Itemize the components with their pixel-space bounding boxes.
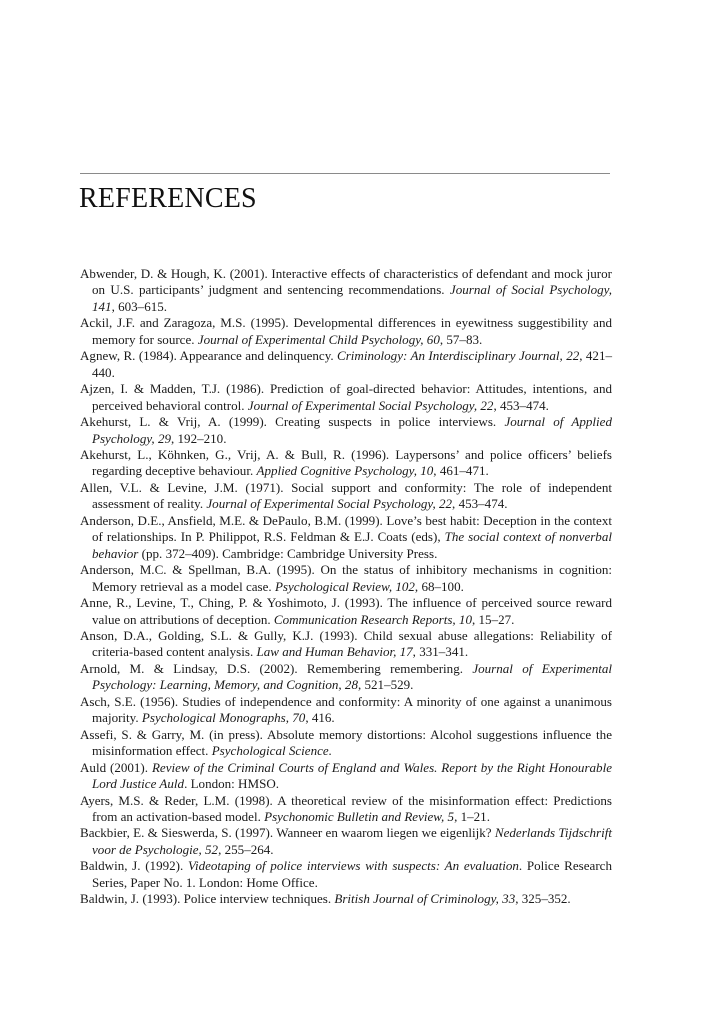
reference-italic-text: Journal of Social Psychology, 141 [92, 282, 612, 314]
reference-text: , 255–264. [218, 841, 274, 857]
reference-text: Akehurst, L. & Vrij, A. (1999). Creating suspects in police interviews. [80, 414, 505, 430]
reference-text: , 325–352. [515, 891, 571, 907]
reference-text: Ajzen, I. & Madden, T.J. (1986). Prediction of goal-directed behavior: Attitudes, intentions, and perceived behavioral control. [80, 381, 612, 413]
reference-text: , 421–440. [92, 348, 612, 380]
reference-text: Anderson, M.C. & Spellman, B.A. (1995). On the status of inhibitory mechanisms in cognition: Memory retrieval as a model case. [80, 562, 612, 594]
reference-text: Asch, S.E. (1956). Studies of independence and conformity: A minority of one against a unanimous majority. [80, 693, 612, 726]
reference-text: Baldwin, J. (1993). Police interview techniques. [80, 891, 335, 907]
reference-entry [80, 595, 612, 628]
reference-text: Anderson, D.E., Ansfield, M.E. & DePaulo, B.M. (1999). Love’s best habit: Deception in the context of relationships. In P. Philippot, R.S. Feldman & E.J. Coats (eds), [80, 512, 612, 545]
reference-entry [80, 414, 612, 447]
reference-italic-text: Videotaping of police interviews with suspects: An evaluation [187, 858, 519, 874]
reference-text: Assefi, S. & Garry, M. (in press). Absolute memory distortions: Alcohol suggestions influence the misinformation effect. [80, 726, 612, 759]
reference-entry [80, 513, 612, 562]
reference-text: , 15–27. [471, 611, 515, 627]
reference-entry [80, 447, 612, 480]
reference-italic-text: Journal of Applied Psychology, 29 [92, 414, 612, 446]
reference-text: , 1–21. [454, 808, 490, 824]
reference-list [80, 266, 612, 908]
reference-italic-text: The social context of nonverbal behavior [92, 529, 612, 561]
reference-italic-text: British Journal of Criminology, 33 [334, 891, 516, 907]
reference-entry [80, 661, 612, 694]
heading-rule [80, 173, 610, 174]
reference-italic-text: Psychological Review, 102 [274, 578, 415, 594]
reference-italic-text: Psychological Science. [211, 743, 332, 759]
reference-italic-text: Nederlands Tijdschrift voor de Psychologie, 52 [92, 825, 612, 857]
reference-text: (pp. 372–409). Cambridge: Cambridge University Press. [138, 545, 438, 561]
reference-italic-text: Journal of Experimental Social Psychology, 22 [206, 496, 453, 512]
reference-text: Anson, D.A., Golding, S.L. & Gully, K.J. (1993). Child sexual abuse allegations: Reliability of criteria-based content analysis. [80, 627, 612, 660]
reference-entry [80, 793, 612, 826]
reference-entry [80, 760, 612, 793]
page-title: REFERENCES [79, 183, 257, 214]
reference-text: Ackil, J.F. and Zaragoza, M.S. (1995). Developmental differences in eyewitness suggestibility and memory for source. [80, 315, 612, 347]
reference-italic-text: Criminology: An Interdisciplinary Journal, 22 [337, 348, 580, 364]
reference-text: Baldwin, J. (1992). [80, 858, 188, 874]
reference-text: Abwender, D. & Hough, K. (2001). Interactive effects of characteristics of defendant and mock juror on U.S. participants’ judgment and sentencing recommendations. [80, 266, 612, 298]
reference-text: , 603–615. [111, 298, 168, 314]
reference-text: Ayers, M.S. & Reder, L.M. (1998). A theoretical review of the misinformation effect: Predictions from an activation-based model. [80, 792, 612, 824]
reference-entry [80, 562, 612, 595]
reference-italic-text: Journal of Experimental Social Psychology, 22 [247, 397, 494, 413]
reference-text: Anne, R., Levine, T., Ching, P. & Yoshimoto, J. (1993). The influence of perceived source reward value on attributions of deception. [80, 595, 612, 627]
reference-text: Akehurst, L., Köhnken, G., Vrij, A. & Bull, R. (1996). Laypersons’ and police officers’ beliefs regarding deceptive behaviour. [80, 446, 612, 479]
reference-text: , 416. [305, 710, 335, 726]
reference-entry [80, 628, 612, 661]
reference-text: Agnew, R. (1984). Appearance and delinquency. [80, 348, 338, 364]
reference-entry [80, 891, 612, 907]
reference-text: , 331–341. [412, 644, 469, 660]
reference-entry [80, 381, 612, 414]
reference-text: Backbier, E. & Sieswerda, S. (1997). Wanneer en waarom liegen we eigenlijk? [80, 825, 495, 841]
reference-entry [80, 266, 612, 315]
reference-entry [80, 348, 612, 381]
reference-text: Auld (2001). [80, 759, 152, 775]
reference-text: , 453–474. [452, 496, 508, 512]
reference-italic-text: Communication Research Reports, 10 [273, 611, 472, 627]
reference-text: , 192–210. [171, 430, 227, 446]
reference-text: , 453–474. [493, 397, 549, 413]
reference-italic-text: Journal of Experimental Psychology: Learning, Memory, and Cognition, 28 [92, 660, 612, 693]
reference-text: Arnold, M. & Lindsay, D.S. (2002). Remembering remembering. [80, 660, 473, 676]
reference-text: Allen, V.L. & Levine, J.M. (1971). Social support and conformity: The role of independent assessment of reality. [80, 479, 612, 512]
reference-entry [80, 315, 612, 348]
reference-italic-text: Applied Cognitive Psychology, 10 [256, 463, 434, 479]
reference-text: , 68–100. [414, 578, 464, 594]
reference-entry [80, 825, 612, 858]
reference-text: , 521–529. [357, 677, 414, 693]
reference-italic-text: Psychological Monographs, 70 [141, 710, 306, 726]
reference-italic-text: Review of the Criminal Courts of England and Wales. Report by the Right Honourable Lord Justice Auld [92, 759, 612, 792]
reference-text: . London: HMSO. [184, 776, 280, 792]
reference-text: , 461–471. [433, 463, 489, 479]
reference-entry [80, 480, 612, 513]
reference-italic-text: Journal of Experimental Child Psychology, 60 [197, 331, 440, 347]
reference-entry [80, 858, 612, 891]
reference-text: , 57–83. [439, 331, 483, 347]
reference-entry [80, 694, 612, 727]
reference-entry [80, 727, 612, 760]
reference-italic-text: Law and Human Behavior, 17 [256, 644, 413, 660]
reference-italic-text: Psychonomic Bulletin and Review, 5 [264, 808, 455, 824]
reference-text: . Police Research Series, Paper No. 1. London: Home Office. [92, 858, 612, 890]
